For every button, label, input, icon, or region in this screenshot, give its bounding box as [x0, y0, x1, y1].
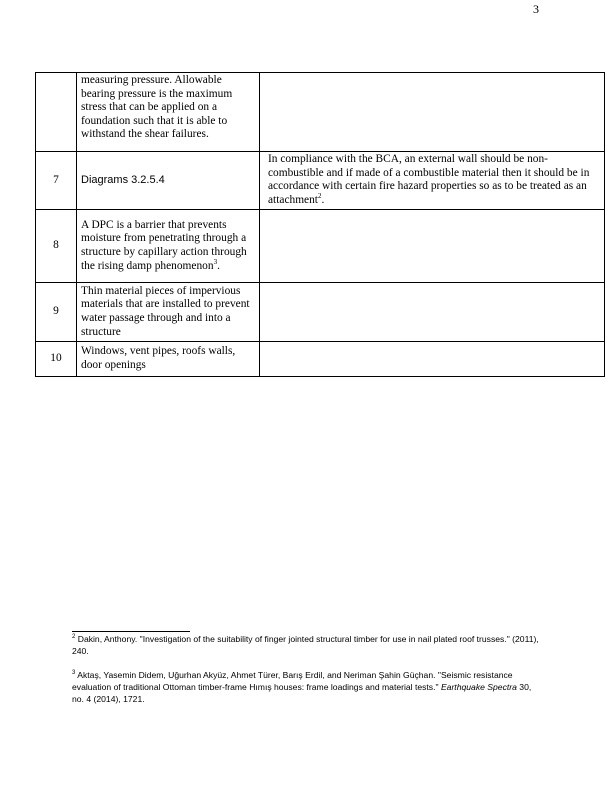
row-number-cell [36, 73, 77, 152]
table-row [36, 342, 605, 377]
description-cell [77, 283, 260, 342]
row-number-cell: 8 [36, 210, 77, 283]
footnote-text: Dakin, Anthony. "Investigation of the suitability of finger jointed structural timber for use in nail plated roof trusses." (2011), 240. [72, 634, 539, 656]
notes-cell [260, 73, 605, 152]
footnote-reference[interactable]: 3 [213, 257, 218, 266]
notes-cell [260, 210, 605, 283]
notes-cell [260, 152, 605, 210]
notes-cell [260, 342, 605, 377]
footnote-separator [72, 631, 190, 632]
table-row [36, 152, 605, 210]
description-text: Diagrams 3.2.5.4 [81, 173, 165, 186]
journal-title: Earthquake Spectra [440, 682, 517, 692]
description-cell [77, 342, 260, 377]
description-text: Windows, vent pipes, roofs walls, door openings [81, 345, 236, 371]
footnote-mark: 2 [72, 634, 76, 641]
description-text: A DPC is a barrier that prevents moisture from penetrating through a structure by capillary action through the rising damp phenomenon [81, 218, 247, 272]
description-text: measuring pressure. Allowable bearing pressure is the maximum stress that can be applied on a foundation such that it is able to withstand the shear failures. [81, 74, 233, 141]
footnotes [72, 633, 542, 717]
table-row [36, 210, 605, 283]
footnote-2 [72, 633, 542, 657]
description-cell [77, 73, 260, 152]
footnote-text-end: 30, no. 4 (2014), 1721. [72, 682, 532, 704]
footnote-text: Aktaş, Yasemin Didem, Uğurhan Akyüz, Ahmet Türer, Barış Erdil, and Neriman Şahin Güçhan. "Seismic resistance evaluation of traditional Ottoman timber-frame Hımış houses: frame loadings and material tests." [72, 670, 513, 692]
table-row [36, 283, 605, 342]
row-number-cell: 7 [36, 152, 77, 210]
footnote-mark: 3 [72, 670, 76, 677]
specification-table [35, 72, 605, 377]
notes-cell [260, 283, 605, 342]
sentence-end: . [321, 193, 325, 206]
description-text: Thin material pieces of impervious materials that are installed to prevent water passage through and into a structure [81, 284, 250, 338]
notes-text: In compliance with the BCA, an external wall should be non-combustible and if made of a combustible material then it should be in accordance with certain fire hazard properties so as to be treated as an attachment [268, 153, 590, 206]
page-number: 3 [533, 2, 539, 16]
description-cell [77, 210, 260, 283]
table-row [36, 73, 605, 152]
row-number-cell: 10 [36, 342, 77, 377]
sentence-end: . [217, 259, 220, 272]
footnote-3 [72, 669, 542, 705]
row-number-cell: 9 [36, 283, 77, 342]
footnote-reference[interactable]: 2 [317, 191, 322, 200]
description-cell [77, 152, 260, 210]
